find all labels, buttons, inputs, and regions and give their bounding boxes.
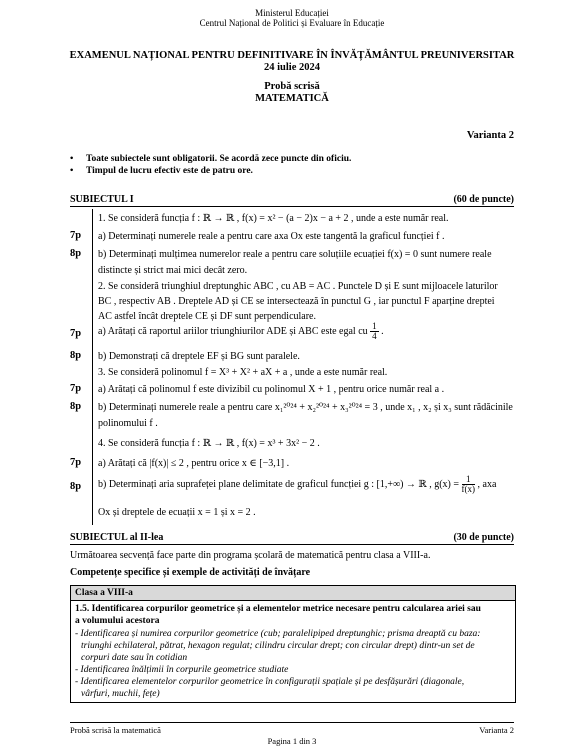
problem-2-line2: BC , respectiv AB . Dreptele AD și CE se intersectează în punctul G , iar punctul F aparține dreptei <box>98 296 495 307</box>
subject2-title: SUBIECTUL al II-lea <box>70 532 164 543</box>
problem-2-line1: 2. Se consideră triunghiul dreptunghic ABC , cu AB = AC . Punctele D și E sunt mijloacele laturilor <box>98 281 498 292</box>
problem-2-line3: AC astfel încât dreptele CE și DF sunt perpendiculare. <box>98 311 316 322</box>
table-header: Clasa a VIII-a <box>71 586 515 601</box>
points-1a: 7p <box>70 230 82 241</box>
points-3a: 7p <box>70 383 82 394</box>
subject2-intro: Următoarea secvență face parte din programa școlară de matematică pentru clasa a VIII-a. <box>70 550 431 561</box>
fraction-numerator: 1 <box>372 321 377 331</box>
activity-line: vârfuri, muchii, fețe) <box>81 689 160 699</box>
header <box>0 8 584 28</box>
problem-4b-line1 <box>98 475 514 494</box>
points-4b: 8p <box>70 481 82 492</box>
points-1b: 8p <box>70 248 82 259</box>
variant-label: Varianta 2 <box>466 130 514 141</box>
problem-4b-line2: Ox și dreptele de ecuații x = 1 și x = 2 . <box>98 507 256 518</box>
page-number: Pagina 1 din 3 <box>267 736 317 746</box>
problem-3b-line1: b) Determinați numerele reale a pentru care x₁²⁰²⁴ + x₂²⁰²⁴ + x₃²⁰²⁴ = 3 , unde x₁ , x₂ și x₃ sunt rădăcinile <box>98 402 513 413</box>
points-2b: 8p <box>70 350 82 361</box>
problem-2a: a) Arătați că raportul ariilor triunghiurilor ADE și ABC este egal cu $\frac{1}{4}$ . <box>98 321 384 341</box>
activity-line: - Identificarea și numirea corpurilor geometrice (cub; paralelipiped dreptunghic; prisma dreaptă cu baza: <box>75 629 481 639</box>
points-4a: 7p <box>70 457 82 468</box>
footer-right: Varianta 2 <box>479 725 514 735</box>
problem-3: 3. Se consideră polinomul f = X³ + X² + aX + a , unde a este număr real. <box>98 367 388 378</box>
problem-4b-text: b) Determinați aria suprafeței plane delimitate de graficul funcției g : [1,+∞) → ℝ , g(x) = <box>98 478 460 490</box>
fraction-denominator: 4 <box>372 331 377 341</box>
activity-line: - Identificarea elementelor corpurilor geometrice în configurații spațiale și pe desfășurări (diagonale, <box>75 677 465 687</box>
competence-title <box>71 601 515 628</box>
problem-3a: a) Arătați că polinomul f este divizibil cu polinomul X + 1 , pentru orice număr real a . <box>98 384 445 395</box>
fraction-one-quarter <box>370 322 379 341</box>
problem-2a-text: a) Arătați că raportul ariilor triunghiurilor ADE și ABC este egal cu <box>98 325 368 337</box>
fraction-one-over-f <box>462 475 476 494</box>
subject2-points: (30 de puncte) <box>453 532 514 543</box>
fraction-denominator: f(x) <box>461 484 476 494</box>
exam-title-line: EXAMENUL NAȚIONAL PENTRU DEFINITIVARE ÎN ÎNVĂȚĂMÂNTUL PREUNIVERSITAR <box>69 50 515 61</box>
activity-line: triunghi echilateral, pătrat, hexagon regulat; cilindru circular drept; con circular drept) dintr-un set de <box>81 641 475 651</box>
subject2-header <box>70 532 514 545</box>
exam-subject <box>0 81 584 105</box>
center-name: Centrul Național de Politici și Evaluare în Educație <box>199 18 385 28</box>
competence-title-line2: a volumului acestora <box>75 616 160 626</box>
subject-label: MATEMATICĂ <box>255 93 329 104</box>
footer <box>70 722 514 735</box>
problem-1: 1. Se consideră funcția f : ℝ → ℝ , f(x) = x² − (a − 2)x − a + 2 , unde a este număr real. <box>98 213 449 224</box>
activity-line: - Identificarea înălțimii în corpurile geometrice studiate <box>75 665 289 675</box>
problem-1a: a) Determinați numerele reale a pentru care axa Ox este tangentă la graficul funcției f . <box>98 231 445 242</box>
problem-2b: b) Demonstrați că dreptele EF și BG sunt paralele. <box>98 351 300 362</box>
competence-title-line1: 1.5. Identificarea corpurilor geometrice și a elementelor metrice necesare pentru calcularea ariei sau <box>75 604 481 614</box>
subject1-points: (60 de puncte) <box>453 194 514 205</box>
exam-title <box>0 50 584 74</box>
problem-1b-line1: b) Determinați mulțimea numerelor reale a pentru care soluțiile ecuației f(x) = 0 sunt numere reale <box>98 249 492 260</box>
footer-left: Probă scrisă la matematică <box>70 725 161 735</box>
subject1-header <box>70 194 514 207</box>
competences-table <box>70 585 516 703</box>
subject1-title: SUBIECTUL I <box>70 194 134 205</box>
points-3b: 8p <box>70 401 82 412</box>
problem-3b-line2: polinomului f . <box>98 418 158 429</box>
ministry-name: Ministerul Educației <box>255 8 329 18</box>
fraction-numerator: 1 <box>462 475 476 485</box>
instruction-item: • Toate subiectele sunt obligatorii. Se acordă zece puncte din oficiu. <box>70 153 351 165</box>
activity-line: corpuri date sau în cotidian <box>81 653 188 663</box>
instructions-list <box>70 153 351 177</box>
exam-date: 24 iulie 2024 <box>263 62 320 73</box>
competences-heading: Competențe specifice și exemple de activități de învățare <box>70 567 311 578</box>
problem-4b-tail: , axa <box>477 478 497 490</box>
problem-4: 4. Se consideră funcția f : ℝ → ℝ , f(x) = x³ + 3x² − 2 . <box>98 438 320 449</box>
problem-4a: a) Arătați că |f(x)| ≤ 2 , pentru orice x ∈ [−3,1] . <box>98 458 290 469</box>
problem-1b-line2: distincte și strict mai mici decât zero. <box>98 265 248 276</box>
points-2a: 7p <box>70 328 82 339</box>
instruction-item: • Timpul de lucru efectiv este de patru ore. <box>70 165 351 177</box>
proba-label: Probă scrisă <box>264 81 320 92</box>
